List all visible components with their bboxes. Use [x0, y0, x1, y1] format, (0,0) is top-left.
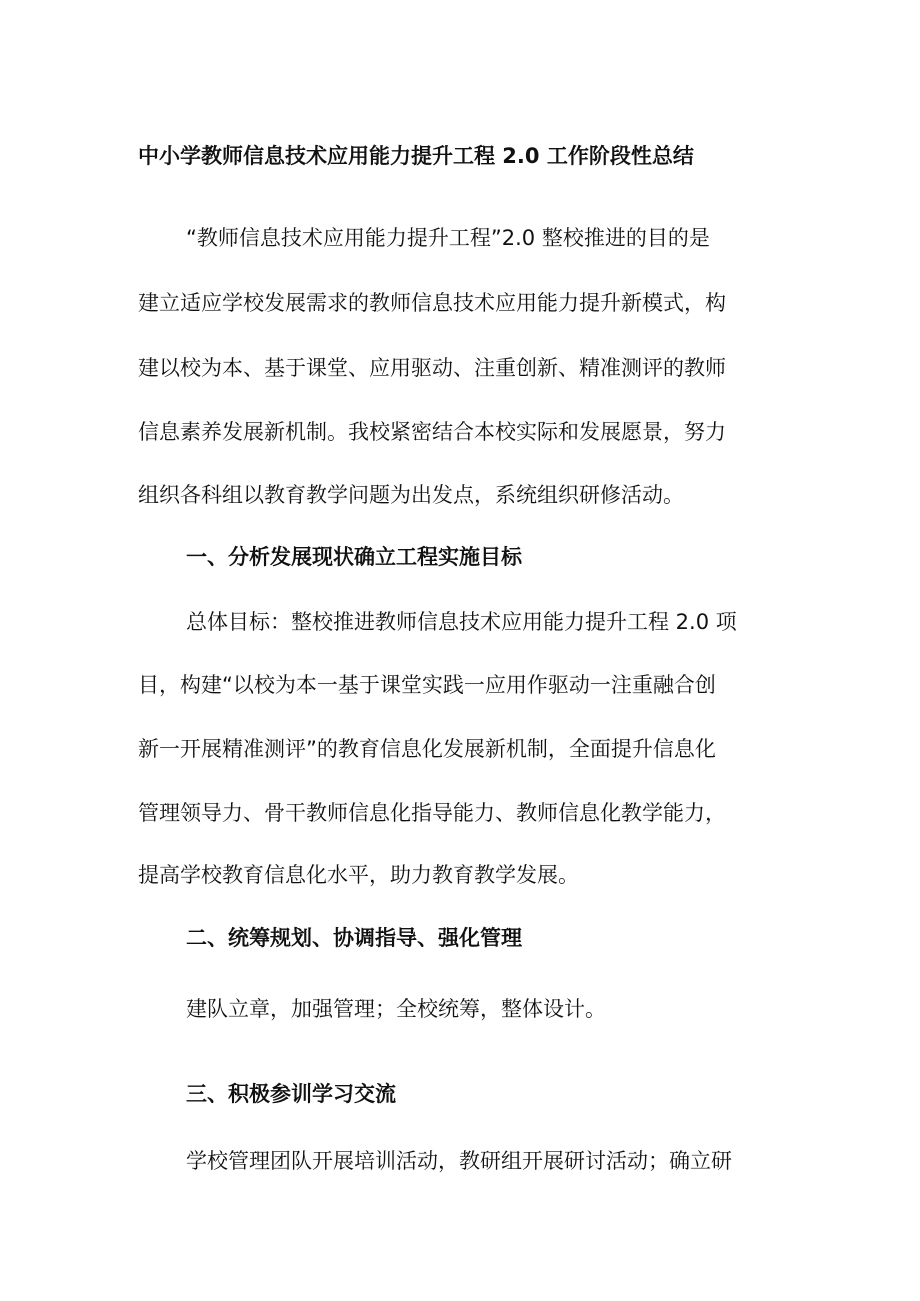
- section-2-heading: 二、统筹规划、协调指导、强化管理: [186, 926, 522, 950]
- document-title: 中小学教师信息技术应用能力提升工程 2.0 工作阶段性总结: [138, 144, 694, 168]
- section-1-line-3: 新一开展精准测评”的教育信息化发展新机制，全面提升信息化: [138, 737, 716, 761]
- section-3-line-1: 学校管理团队开展培训活动，教研组开展研讨活动；确立研: [186, 1149, 732, 1173]
- intro-line-2: 建立适应学校发展需求的教师信息技术应用能力提升新模式，构: [138, 291, 726, 315]
- intro-line-4: 信息素养发展新机制。我校紧密结合本校实际和发展愿景，努力: [138, 420, 726, 444]
- section-1-line-2: 目，构建“以校为本一基于课堂实践一应用作驱动一注重融合创: [138, 673, 716, 697]
- section-1-line-1: 总体目标：整校推进教师信息技术应用能力提升工程 2.0 项: [186, 610, 737, 634]
- section-1-line-5: 提高学校教育信息化水平，助力教育教学发展。: [138, 863, 579, 887]
- intro-line-1: “教师信息技术应用能力提升工程”2.0 整校推进的目的是: [186, 226, 710, 250]
- intro-line-3: 建以校为本、基于课堂、应用驱动、注重创新、精准测评的教师: [138, 356, 726, 380]
- section-2-line-1: 建队立章，加强管理；全校统筹，整体设计。: [186, 997, 606, 1021]
- intro-line-5: 组织各科组以教育教学问题为出发点，系统组织研修活动。: [138, 483, 684, 507]
- section-1-heading: 一、分析发展现状确立工程实施目标: [186, 545, 522, 569]
- section-1-line-4: 管理领导力、骨干教师信息化指导能力、教师信息化教学能力，: [138, 801, 726, 825]
- section-3-heading: 三、积极参训学习交流: [186, 1082, 396, 1106]
